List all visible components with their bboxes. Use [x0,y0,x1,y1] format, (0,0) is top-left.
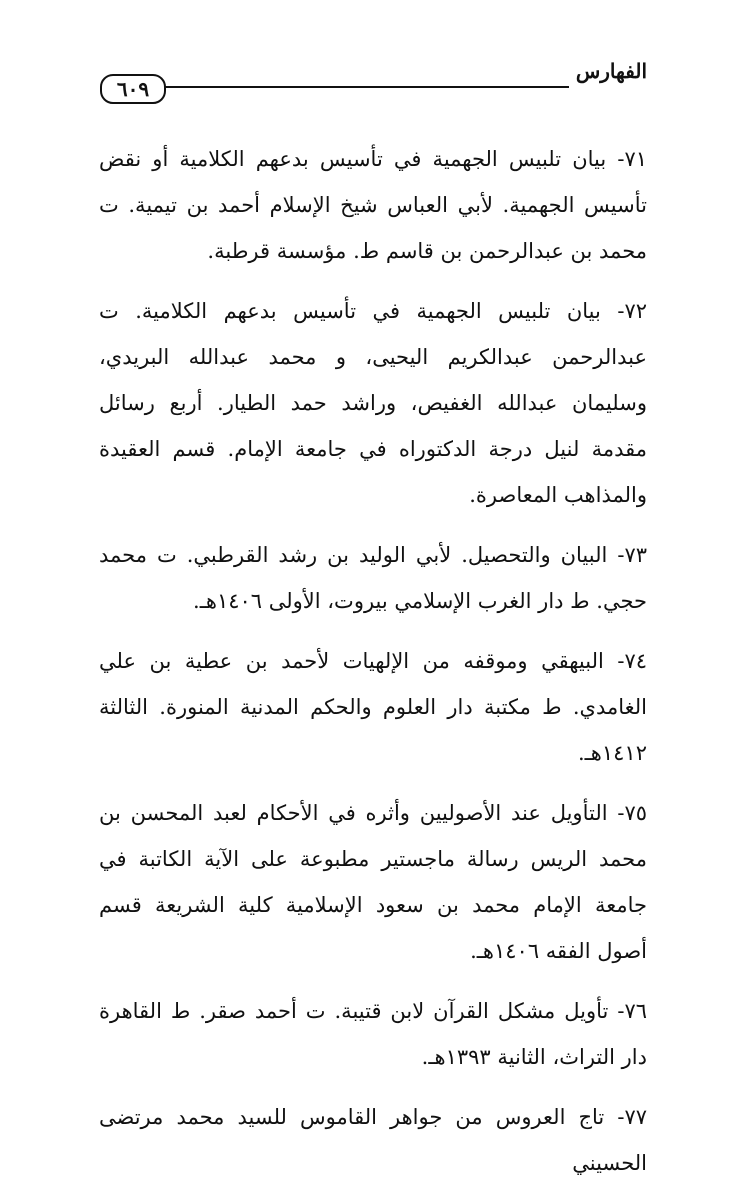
entry-text: بيان تلبيس الجهمية في تأسيس بدعهم الكلامية. ت عبدالرحمن عبدالكريم اليحيى، و محمد عبدالله البريدي، وسليمان عبدالله الغفيص، وراشد حمد الطيار. أربع رسائل مقدمة لنيل درجة الدكتوراه في جامعة الإمام. قسم العقيدة والمذاهب المعاصرة. [99,299,647,507]
entry-number: ٧٤- [617,649,647,673]
entry-number: ٧٧- [617,1105,647,1129]
entry-text: البيهقي وموقفه من الإلهيات لأحمد بن عطية بن علي الغامدي. ط مكتبة دار العلوم والحكم المدنية المنورة. الثالثة ١٤١٢هـ. [99,649,647,765]
bibliography-entry-76 [99,988,647,1080]
entry-number: ٧١- [617,147,647,171]
header-rule [158,86,569,88]
bibliography-entry-77 [99,1094,647,1186]
bibliography-entry-71 [99,136,647,274]
entry-text: تاج العروس من جواهر القاموس للسيد محمد مرتضى الحسيني [99,1105,647,1175]
bibliography-entry-75 [99,790,647,974]
entry-text: التأويل عند الأصوليين وأثره في الأحكام لعبد المحسن بن محمد الريس رسالة ماجستير مطبوعة على الآية الكاتبة في جامعة الإمام محمد بن سعود الإسلامية كلية الشريعة قسم أصول الفقه ١٤٠٦هـ. [99,801,647,963]
bibliography-entry-73 [99,532,647,624]
page-number-badge [100,74,166,104]
running-title: الفهارس [575,59,647,83]
entry-number: ٧٦- [617,999,647,1023]
bibliography-entry-72 [99,288,647,518]
entry-text: تأويل مشكل القرآن لابن قتيبة. ت أحمد صقر. ط القاهرة دار التراث، الثانية ١٣٩٣هـ. [99,999,647,1069]
entry-text: بيان تلبيس الجهمية في تأسيس بدعهم الكلامية أو نقض تأسيس الجهمية. لأبي العباس شيخ الإسلام أحمد بن تيمية. ت محمد بن عبدالرحمن بن قاسم ط. مؤسسة قرطبة. [99,147,647,263]
page-header [100,56,647,101]
bibliography-entry-74 [99,638,647,776]
entry-number: ٧٣- [617,543,647,567]
entry-number: ٧٢- [617,299,647,323]
entry-text: البيان والتحصيل. لأبي الوليد بن رشد القرطبي. ت محمد حجي. ط دار الغرب الإسلامي بيروت، الأولى ١٤٠٦هـ. [99,543,647,613]
page-number: ٦٠٩ [116,77,150,101]
entry-number: ٧٥- [617,801,647,825]
bibliography-list [99,136,647,1200]
